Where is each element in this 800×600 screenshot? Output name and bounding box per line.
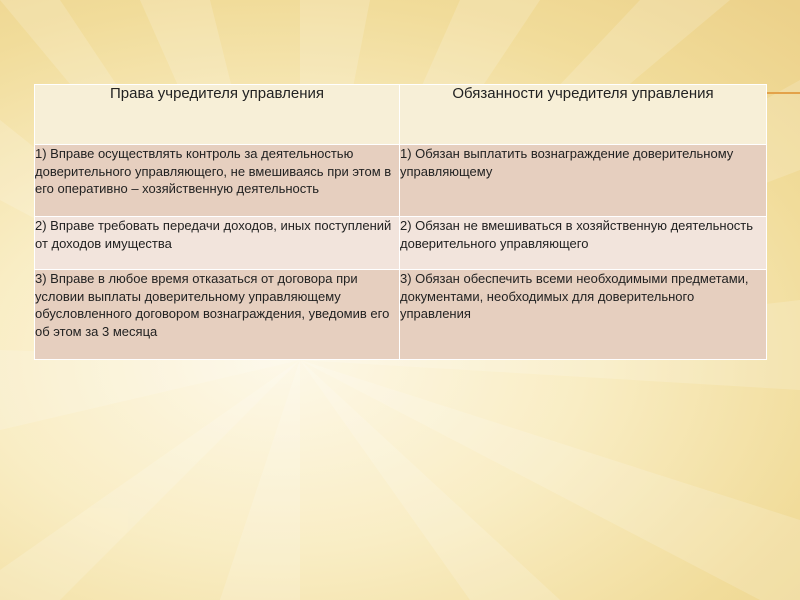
table-row	[35, 145, 767, 217]
cell-rights-3: 3) Вправе в любое время отказаться от договора при условии выплаты доверительному управляющему обусловленного договором вознаграждения, уведомив его об этом за 3 месяца	[35, 270, 400, 360]
cell-rights-1: 1) Вправе осуществлять контроль за деятельностью доверительного управляющего, не вмешиваясь при этом в его оперативно – хозяйственную деятельность	[35, 145, 400, 217]
cell-duties-2: 2) Обязан не вмешиваться в хозяйственную деятельность доверительного управляющего	[400, 217, 767, 270]
rights-duties-table	[34, 84, 767, 360]
cell-rights-2: 2) Вправе требовать передачи доходов, иных поступлений от доходов имущества	[35, 217, 400, 270]
cell-duties-3: 3) Обязан обеспечить всеми необходимыми предметами, документами, необходимых для доверительного управления	[400, 270, 767, 360]
header-rights: Права учредителя управления	[35, 85, 400, 145]
table-row	[35, 270, 767, 360]
table-row	[35, 217, 767, 270]
cell-duties-1: 1) Обязан выплатить вознаграждение доверительному управляющему	[400, 145, 767, 217]
header-duties: Обязанности учредителя управления	[400, 85, 767, 145]
accent-line	[765, 92, 800, 94]
table-header-row	[35, 85, 767, 145]
